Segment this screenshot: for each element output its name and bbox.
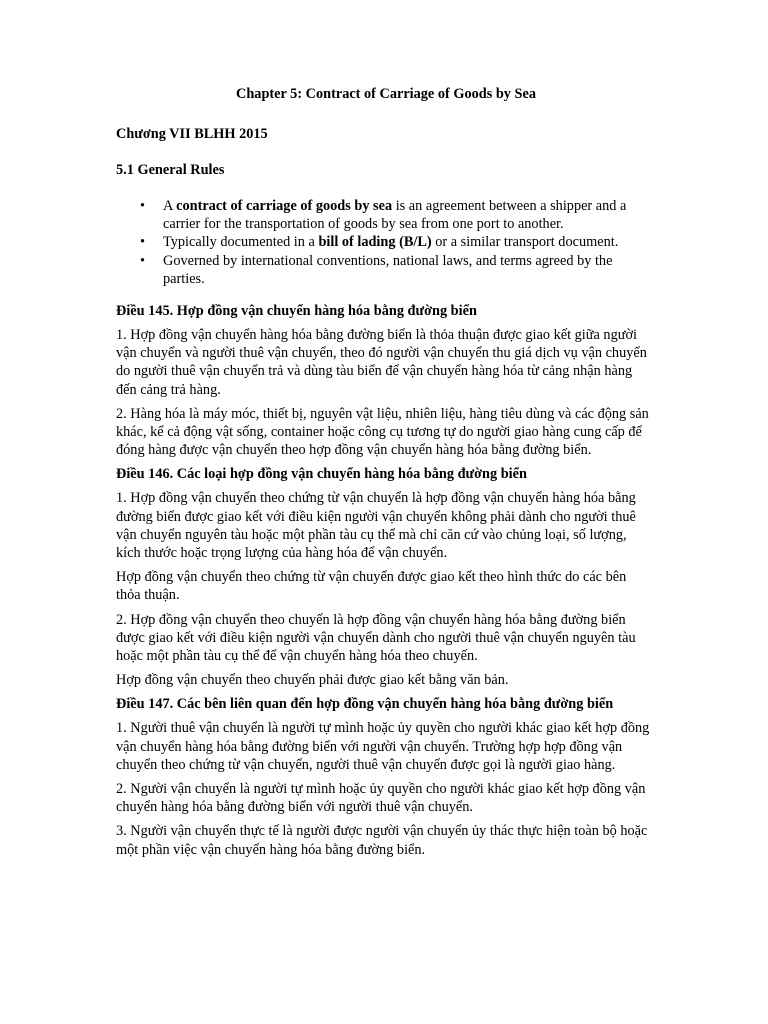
article-heading: Điều 145. Hợp đồng vận chuyển hàng hóa bằng đường biển bbox=[116, 303, 477, 320]
list-item-text: Typically documented in a bbox=[163, 234, 319, 251]
bullet-icon: • bbox=[140, 252, 146, 269]
section-heading: 5.1 General Rules bbox=[116, 162, 225, 178]
document-subtitle: Chương VII BLHH 2015 bbox=[116, 126, 268, 142]
article-146 bbox=[116, 465, 652, 689]
article-heading: Điều 147. Các bên liên quan đến hợp đồng vận chuyển hàng hóa bằng đường biển bbox=[116, 696, 614, 713]
page-title: Chapter 5: Contract of Carriage of Goods by Sea bbox=[236, 86, 536, 102]
list-item-bold-text: bill of lading (B/L) bbox=[318, 234, 432, 251]
list-item-bold-text: contract of carriage of goods by sea bbox=[176, 198, 393, 214]
article-paragraph: Hợp đồng vận chuyển theo chứng từ vận chuyển được giao kết theo hình thức do các bên thỏa thuận. bbox=[116, 569, 627, 604]
bullet-icon: • bbox=[140, 234, 146, 251]
article-paragraph: 2. Người vận chuyển là người tự mình hoặc ủy quyền cho người khác giao kết hợp đồng vận chuyển hàng hóa bằng đường biển với người thuê vận chuyển. bbox=[116, 781, 646, 816]
article-147 bbox=[116, 695, 652, 858]
list-item bbox=[116, 197, 652, 233]
article-paragraph: 3. Người vận chuyển thực tế là người được người vận chuyển ủy thác thực hiện toàn bộ hoặc một phần việc vận chuyển hàng hóa bằng đường biển. bbox=[116, 823, 648, 858]
general-rules-list bbox=[116, 197, 652, 288]
list-item bbox=[116, 252, 652, 288]
article-paragraph: 1. Người thuê vận chuyển là người tự mình hoặc ủy quyền cho người khác giao kết hợp đồng vận chuyển hàng hóa bằng đường biển với người vận chuyển. Trường hợp hợp đồng vận chuyển theo chứng từ vận chuyển, người thuê vận chuyển được gọi là người giao hàng. bbox=[116, 720, 650, 773]
article-paragraph: Hợp đồng vận chuyển theo chuyến phải được giao kết bằng văn bản. bbox=[116, 672, 509, 689]
article-paragraph: 1. Hợp đồng vận chuyển theo chứng từ vận chuyển là hợp đồng vận chuyển hàng hóa bằng đường biển được giao kết với điều kiện người vận chuyển không phải dành cho người thuê vận chuyển nguyên tàu hoặc một phần tàu cụ thể mà chỉ căn cứ vào chủng loại, số lượng, kích thước hoặc trọng lượng của hàng hóa để vận chuyển. bbox=[116, 490, 636, 562]
article-paragraph: 1. Hợp đồng vận chuyển hàng hóa bằng đường biển là thỏa thuận được giao kết giữa người vận chuyển và người thuê vận chuyển, theo đó người vận chuyển thu giá dịch vụ vận chuyển do người thuê vận chuyển trả và dùng tàu biển để vận chuyển hàng hóa từ cảng nhận hàng đến cảng trả hàng. bbox=[116, 327, 647, 398]
list-item-text: or a similar transport document. bbox=[431, 234, 619, 251]
list-item bbox=[116, 233, 652, 251]
list-item-text: is an agreement between a shipper and a carrier for the transportation of goods by sea from one port to another. bbox=[163, 198, 627, 233]
article-paragraph: 2. Hợp đồng vận chuyển theo chuyến là hợp đồng vận chuyển hàng hóa bằng đường biển được giao kết với điều kiện người vận chuyển dành cho người thuê vận chuyển nguyên tàu hoặc một phần tàu cụ thể để vận chuyển hàng hóa theo chuyến. bbox=[116, 611, 636, 665]
list-item-text: Governed by international conventions, national laws, and terms agreed by the parties. bbox=[163, 252, 613, 287]
article-paragraph: 2. Hàng hóa là máy móc, thiết bị, nguyên vật liệu, nhiên liệu, hàng tiêu dùng và các động sản khác, kể cả động vật sống, container hoặc công cụ tương tự do người giao hàng cung cấp để đóng hàng được vận chuyển theo hợp đồng vận chuyển hàng hóa bằng đường biển. bbox=[116, 405, 649, 459]
article-heading: Điều 146. Các loại hợp đồng vận chuyển hàng hóa bằng đường biển bbox=[116, 466, 527, 483]
list-item-text: A bbox=[163, 198, 177, 214]
article-145 bbox=[116, 302, 652, 459]
bullet-icon: • bbox=[140, 198, 146, 214]
